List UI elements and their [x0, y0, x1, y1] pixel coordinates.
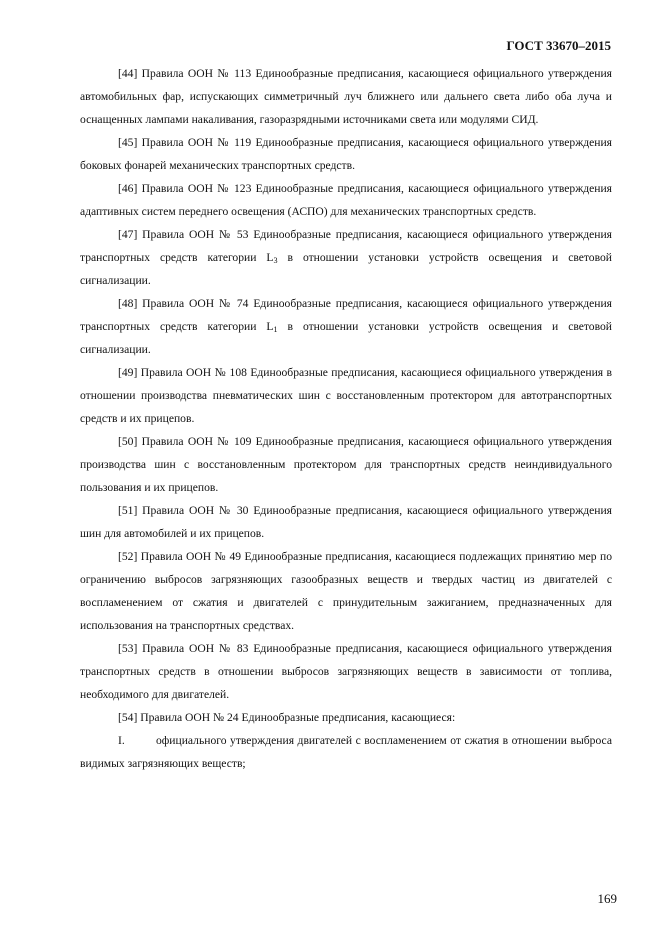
reference-47-pre: [47] Правила ООН № 53 Единообразные предписания, касающиеся официального утверждения транспортных средств категории L: [80, 228, 612, 264]
reference-48-post: в отношении установки устройств освещения и световой сигнализации.: [80, 320, 612, 356]
reference-47-post: в отношении установки устройств освещения и световой сигнализации.: [80, 251, 612, 287]
reference-54-sub-item: [80, 729, 612, 775]
sub-item-text: официального утверждения двигателей с воспламенением от сжатия в отношении выброса видимых загрязняющих веществ;: [80, 734, 612, 770]
reference-list: [80, 62, 612, 775]
category-subscript: 1: [273, 325, 278, 335]
reference-48: [80, 292, 612, 361]
page-number: 169: [597, 891, 617, 906]
reference-52: [52] Правила ООН № 49 Единообразные предписания, касающиеся подлежащих принятию мер по ограничению выбросов загрязняющих газообразных веществ и твердых частиц из двигателей с воспламенением от сжатия и двигателей с принудительным зажиганием, предназначенных для использования на транспортных средствах.: [80, 550, 612, 632]
reference-54: [54] Правила ООН № 24 Единообразные предписания, касающиеся:: [118, 711, 456, 724]
reference-48-pre: [48] Правила ООН № 74 Единообразные предписания, касающиеся официального утверждения транспортных средств категории L: [80, 297, 612, 333]
reference-50: [50] Правила ООН № 109 Единообразные предписания, касающиеся официального утверждения производства шин с восстановленным протектором для транспортных средств неиндивидуального пользования и их прицепов.: [80, 435, 612, 494]
reference-44: [44] Правила ООН № 113 Единообразные предписания, касающиеся официального утверждения автомобильных фар, испускающих симметричный луч ближнего или дальнего света либо оба луча и оснащенных лампами накаливания, газоразрядными источниками света или модулями СИД.: [80, 67, 612, 126]
reference-53: [53] Правила ООН № 83 Единообразные предписания, касающиеся официального утверждения транспортных средств в отношении выбросов загрязняющих веществ в зависимости от топлива, необходимого для двигателей.: [80, 642, 612, 701]
reference-46: [46] Правила ООН № 123 Единообразные предписания, касающиеся официального утверждения адаптивных систем переднего освещения (АСПО) для механических транспортных средств.: [80, 182, 612, 218]
reference-47: [80, 223, 612, 292]
reference-49: [49] Правила ООН № 108 Единообразные предписания, касающиеся официального утверждения в отношении производства пневматических шин с восстановленным протектором для автотранспортных средств и их прицепов.: [80, 366, 612, 425]
reference-45: [45] Правила ООН № 119 Единообразные предписания, касающиеся официального утверждения боковых фонарей механических транспортных средств.: [80, 136, 612, 172]
reference-51: [51] Правила ООН № 30 Единообразные предписания, касающиеся официального утверждения шин для автомобилей и их прицепов.: [80, 504, 612, 540]
category-subscript: 3: [273, 256, 278, 266]
document-code: ГОСТ 33670–2015: [506, 38, 611, 53]
roman-numeral: I.: [118, 734, 125, 747]
